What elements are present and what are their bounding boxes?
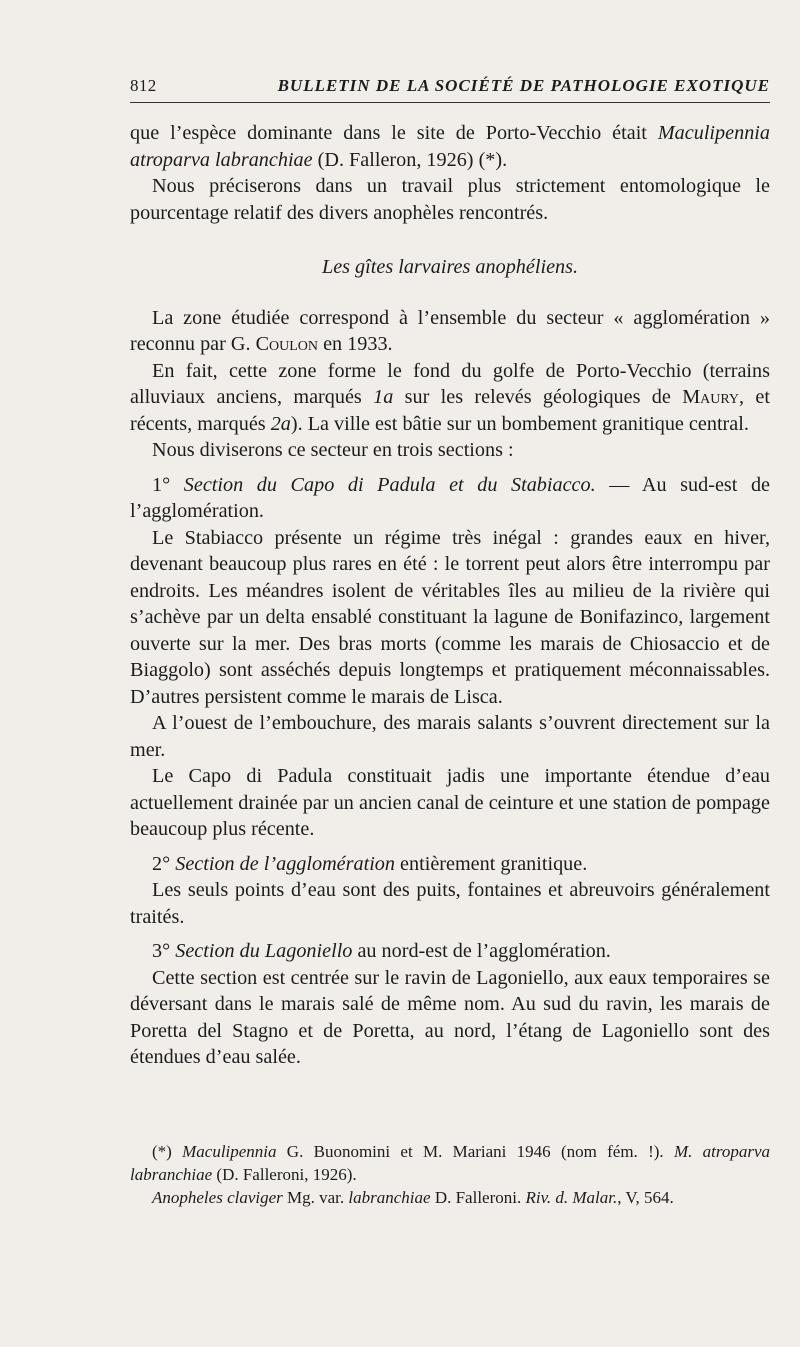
text: Maculipennia [182,1142,277,1161]
text: En fait, cette zone forme le fond du golfe de Porto-Vecchio (terrains alluviaux anciens, marqués [130,359,770,408]
author-name: Maury [682,386,740,408]
text: (D. Falleroni, 1926). [212,1165,357,1184]
footnote [130,1140,770,1186]
text: 3° [152,940,176,962]
text: 1° [152,473,184,496]
text: (D. Falleron, 1926) (*). [312,148,508,171]
article-body [130,120,770,1071]
text: entièrement granitique. [395,852,588,875]
text: , et récents, marqués [130,386,770,435]
paragraph: A l’ouest de l’embouchure, des marais salants s’ouvrent directement sur la mer. [130,712,770,761]
text: au nord-est de l’agglomération. [352,940,611,962]
footnote [130,1186,770,1209]
text: Mg. var. [282,1188,349,1207]
paragraph: Cette section est centrée sur le ravin de Lagoniello, aux eaux temporaires se déversant dans le marais salé de même nom. Au sud du ravin, les marais de Poretta del Stagno et de Poretta, au nord, l’étang de Lagoniello sont des étendues d’eau salée. [130,966,770,1068]
text: D. Falleroni. [430,1188,526,1207]
paragraph [130,305,770,358]
paragraph: Le Capo di Padula constituait jadis une importante étendue d’eau actuellement drainée par un ancien canal de ceinture et une station de pompage beaucoup plus récente. [130,765,770,840]
text: (*) [152,1142,183,1161]
footnotes [130,1140,770,1209]
text: sur les relevés géologiques de [393,386,683,408]
text: que l’espèce dominante dans le site de Porto-Vecchio était [130,122,658,144]
paragraph [130,358,770,438]
author-name: Coulon [255,333,319,355]
section-heading: Les gîtes larvaires anophéliens. [321,256,579,278]
paragraph: Les seuls points d’eau sont des puits, fontaines et abreuvoirs généralement traités. [130,879,770,928]
section-item-1 [130,472,770,525]
paragraph: Nous préciserons dans un travail plus strictement entomologique le pourcentage relatif des divers anophèles rencontrés. [130,175,770,224]
species-name: Maculipennia atroparva labranchiae [130,122,770,171]
text: Anopheles claviger [152,1188,283,1207]
section-item-2 [130,851,770,878]
section-title: Section de l’agglomération [175,852,395,875]
text: 2° [152,852,176,875]
section-item-3 [130,938,770,965]
text: en 1933. [318,333,393,355]
text: 2a [270,412,291,435]
text: La zone étudiée correspond à l’ensemble du secteur « agglomération » reconnu par G. [130,306,770,355]
paragraph [130,120,770,173]
section-title: Section du Capo di Padula et du Stabiacco. [183,473,596,496]
running-header [130,76,770,103]
text: M. atroparva labranchiae [130,1142,770,1184]
section-title: Section du Lagoniello [175,940,353,962]
text: , V, 564. [617,1188,674,1207]
text: Riv. d. Malar. [525,1188,618,1207]
text: G. Buonomini et M. Mariani 1946 (nom fém. !). [276,1142,674,1161]
text: ). La ville est bâtie sur un bombement granitique central. [290,412,749,435]
journal-title: BULLETIN DE LA SOCIÉTÉ DE PATHOLOGIE EXOTIQUE [277,76,770,95]
paragraph: Nous diviserons ce secteur en trois sections : [152,439,514,461]
text: 1a [373,386,394,408]
page-number: 812 [130,76,157,95]
text: labranchiae [348,1188,431,1207]
text: — Au sud-est de l’agglomération. [130,473,771,522]
paragraph: Le Stabiacco présente un régime très inégal : grandes eaux en hiver, devenant beaucoup plus rares en été : le torrent peut alors être interrompu par endroits. Les méandres isolent de véritables îles au milieu de la rivière qui s’achève par un delta ensablé constituant la lagune de Bonifazinco, largement ouverte sur la mer. Des bras morts (comme les marais de Chiosaccio et de Biaggolo) sont asséchés depuis longtemps et pratiquement méconnaissables. D’autres persistent comme le marais de Lisca. [130,526,770,708]
